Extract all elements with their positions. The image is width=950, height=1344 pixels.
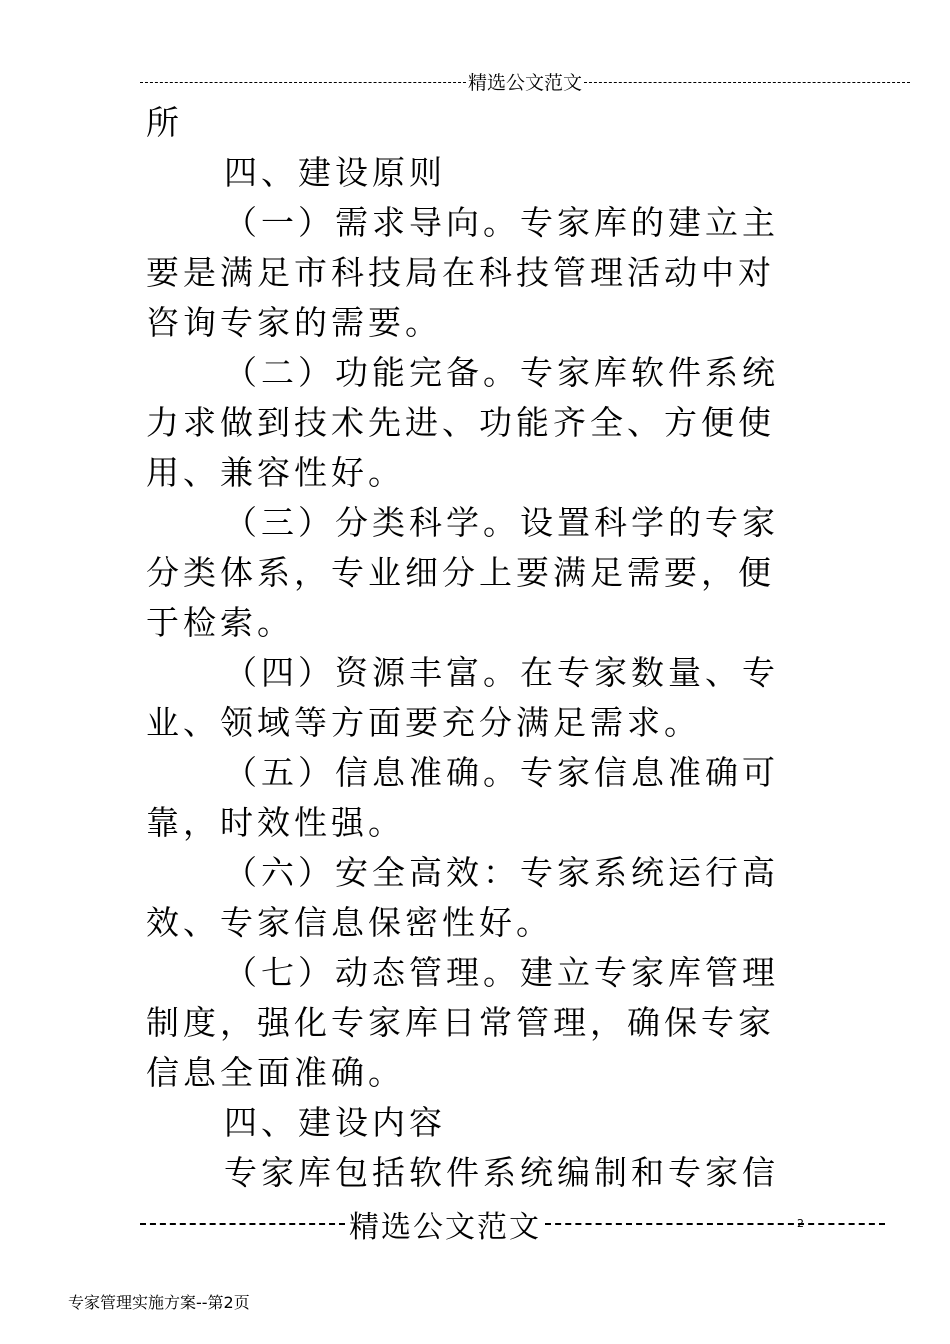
text-line: 信息全面准确。: [146, 1053, 405, 1092]
text-line: （一）需求导向。专家库的建立主: [224, 203, 779, 242]
text-line: （四）资源丰富。在专家数量、专: [224, 653, 779, 692]
page-header: [140, 66, 910, 96]
text-line: 效、专家信息保密性好。: [146, 903, 553, 942]
page-footer: [140, 1204, 885, 1244]
footer-title: 精选公文范文: [349, 1210, 541, 1245]
text-line: 要是满足市科技局在科技管理活动中对: [146, 253, 775, 292]
text-line: （五）信息准确。专家信息准确可: [224, 753, 779, 792]
document-body: [146, 98, 806, 1198]
page-number: 2: [797, 1217, 804, 1230]
section-heading: 四、建设原则: [224, 153, 446, 192]
text-line: 制度，强化专家库日常管理，确保专家: [146, 1003, 775, 1042]
text-line: 咨询专家的需要。: [146, 303, 442, 342]
page-caption: 专家管理实施方案--第2页: [68, 1293, 250, 1312]
text-line: 业、领域等方面要充分满足需求。: [146, 703, 701, 742]
text-line: 专家库包括软件系统编制和专家信: [224, 1153, 779, 1192]
text-line: 于检索。: [146, 603, 294, 642]
text-line: （七）动态管理。建立专家库管理: [224, 953, 779, 992]
text-line: 分类体系，专业细分上要满足需要，便: [146, 553, 775, 592]
footer-dash-left: [140, 1223, 345, 1225]
text-line: 用、兼容性好。: [146, 453, 405, 492]
text-line: 靠，时效性强。: [146, 803, 405, 842]
text-line: 力求做到技术先进、功能齐全、方便使: [146, 403, 775, 442]
footer-dash-right: [545, 1223, 885, 1225]
text-line: （三）分类科学。设置科学的专家: [224, 503, 779, 542]
text-line: （六）安全高效：专家系统运行高: [224, 853, 779, 892]
text-line: （二）功能完备。专家库软件系统: [224, 353, 779, 392]
header-dash-right: [584, 82, 910, 83]
text-line: 所: [146, 103, 183, 142]
section-heading: 四、建设内容: [224, 1103, 446, 1142]
header-dash-left: [140, 82, 466, 83]
header-title: 精选公文范文: [468, 71, 583, 94]
